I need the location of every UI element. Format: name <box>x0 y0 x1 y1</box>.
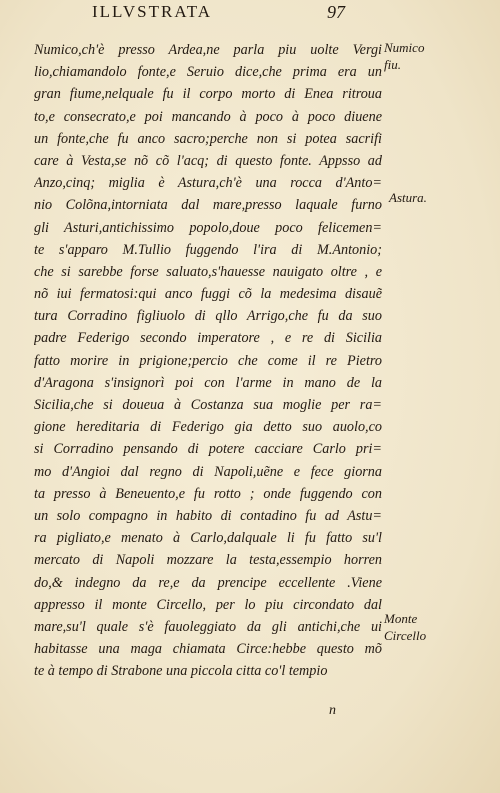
marginal-note-monte-circello <box>384 610 426 644</box>
body-text <box>34 39 382 682</box>
text-line: gran fiume,nelquale fu il corpo morto di Enea ritroua <box>34 86 382 103</box>
marginal-note-line: Numico <box>384 40 425 55</box>
text-line: appresso il monte Circello, per lo piu circondato dal <box>34 596 382 613</box>
running-title: ILLVSTRATA <box>92 2 213 21</box>
text-line: Numico,ch'è presso Ardea,ne parla piu uolte Vergi <box>34 42 382 58</box>
marginal-note-line: Astura. <box>389 190 427 205</box>
text-line: te s'apparo M.Tullio fuggendo l'ira di M.Antonio; <box>34 241 382 258</box>
text-line: do,& indegno da re,e da prencipe eccellente .Viene <box>34 574 382 591</box>
text-line: Sicilia,che si doueua à Costanza sua moglie per ra= <box>34 397 382 413</box>
text-line: mare,su'l quale s'è fauoleggiato da gli antichi,che ui <box>34 618 382 635</box>
text-line: care à Vesta,se nõ cõ l'acq; di questo fonte. Appsso ad <box>34 152 382 169</box>
text-line: ta presso à Beneuento,e fu rotto ; onde fuggendo con <box>34 485 382 502</box>
text-line: nõ iui fermatosi:qui anco fuggi cõ la medesima disauẽ <box>34 286 382 303</box>
text-line: un fonte,che fu anco sacro;perche non si potea sacrifi <box>34 130 382 147</box>
text-line: habitasse una maga chiamata Circe:hebbe questo mõ <box>34 641 382 658</box>
text-line: che si sarebbe forse saluato,s'hauesse nauigato oltre , e <box>34 263 382 280</box>
text-line: tura Corradino figliuolo di qllo Arrigo,che fu da suo <box>34 308 382 325</box>
text-line: mercato di Napoli mozzare la testa,essempio horren <box>34 552 382 569</box>
marginal-note-line: Monte <box>384 611 418 626</box>
text-line: ra pigliato,e menato à Carlo,dalquale li fu fatto su'l <box>34 530 382 547</box>
text-line: padre Federigo secondo imperatore , e re di Sicilia <box>34 330 382 347</box>
marginal-note-numico <box>384 39 424 73</box>
text-line: mo d'Angioi dal regno di Napoli,uẽne e fece giorna <box>34 463 382 480</box>
page-number: 97 <box>327 2 345 22</box>
text-line: gli Asturi,antichissimo popolo,doue poco felicemen= <box>34 219 382 236</box>
text-line: te à tempo di Strabone una piccola citta co'l tempio <box>34 663 328 680</box>
text-line: to,e consecrato,e poi mancando à poco à poco diuene <box>34 108 382 125</box>
text-line: nio Colõna,intorniata dal mare,presso laquale furno <box>34 197 382 214</box>
text-line: fatto morire in prigione;percio che come il re Pietro <box>34 352 382 369</box>
marginal-note-line: fiu. <box>384 57 401 72</box>
marginal-note-astura <box>389 189 427 206</box>
signature-mark: n <box>329 703 336 718</box>
text-line: gione hereditaria di Federigo gia detto suo auolo,co <box>34 419 382 436</box>
text-line: Anzo,cinq; miglia è Astura,ch'è una rocca d'Anto= <box>34 175 382 192</box>
marginal-note-line: Circello <box>384 628 427 643</box>
text-line: si Corradino pensando di potere cacciare Carlo pri= <box>34 441 382 458</box>
text-line: d'Aragona s'insignorì poi con l'arme in mano de la <box>34 374 382 391</box>
text-line: un solo compagno in habito di contadino fu ad Astu= <box>34 507 382 524</box>
text-line: lio,chiamandolo fonte,e Seruio dice,che prima era un <box>34 64 382 81</box>
